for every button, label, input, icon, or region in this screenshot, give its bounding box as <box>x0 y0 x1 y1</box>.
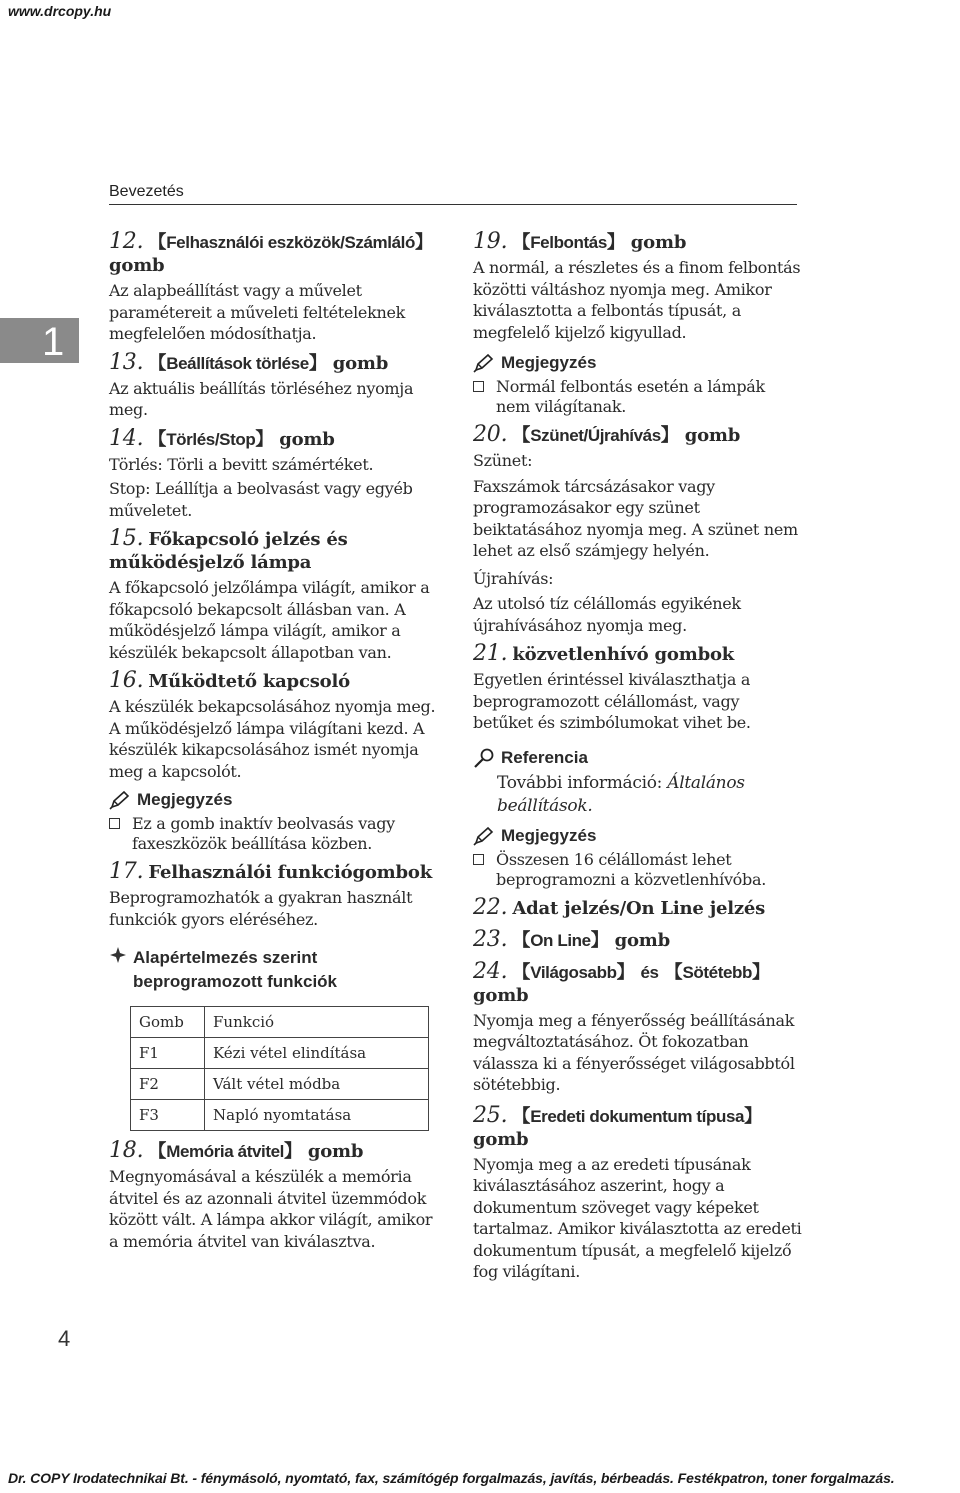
left-column <box>109 230 439 1258</box>
item-25-title: 25. 【Eredeti dokumentum típusa】 gomb <box>473 1102 762 1150</box>
item-20-desc-redial: Az utolsó tíz célállomás egyikének újrahívásához nyomja meg. <box>473 594 741 635</box>
footer-text: Dr. COPY Irodatechnikai Bt. - fénymásoló, nyomtató, fax, számítógép forgalmazás, javítás, bérbeadás. Festékpatron, toner forgalmazás. <box>8 1470 895 1486</box>
function-table <box>130 1006 429 1131</box>
item-16-title: 16. Működtető kapcsoló <box>109 668 350 693</box>
table-header-cell: Funkció <box>205 1007 429 1038</box>
item-20-desc-pause: Faxszámok tárcsázásakor vagy programozásakor egy szünet beiktatásához nyomja meg. A szünet nem lehet az első számjegy helyén. <box>473 476 798 560</box>
reference-heading: Referencia <box>473 748 803 768</box>
item-19-desc: A normál, a részletes és a finom felbontás közötti váltáshoz nyomja meg. Amikor kiválasztotta a felbontás típusát, a megfelelő kijelző kigyullad. <box>473 258 801 342</box>
table-cell: Kézi vétel elindítása <box>205 1038 429 1069</box>
defaults-heading: Alapértelmezés szerint beprogramozott funkciók <box>109 946 439 994</box>
item-14-desc-stop: Stop: Leállítja a beolvasást vagy egyéb műveletet. <box>109 479 413 520</box>
item-20-label-pause: Szünet: <box>473 451 533 470</box>
item-21-desc: Egyetlen érintéssel kiválaszthatja a beprogramozott célállomást, vagy betűket és szimbólumokat vihet be. <box>473 670 751 732</box>
checkbox-bullet-icon <box>109 818 120 829</box>
table-header-row <box>131 1007 429 1038</box>
item-15-desc: A főkapcsoló jelzőlámpa világít, amikor a főkapcsoló bekapcsolt állásban van. A működésjelző lámpa világít, amikor a készülék bekapcsolt állapotban van. <box>109 578 430 662</box>
table-row <box>131 1069 429 1100</box>
pencil-icon <box>473 826 495 846</box>
page-number: 4 <box>58 1326 71 1351</box>
item-17-desc: Beprogramozhatók a gyakran használt funkciók gyors eléréséhez. <box>109 888 413 929</box>
note-bullet: Összesen 16 célállomást lehet beprogramozni a közvetlenhívóba. <box>473 850 803 890</box>
item-12-title: 12. 【Felhasználói eszközök/Számláló】 gomb <box>109 229 433 276</box>
item-17-title: 17. Felhasználói funkciógombok <box>109 859 432 884</box>
chapter-tab <box>0 318 79 363</box>
table-cell: Napló nyomtatása <box>205 1100 429 1131</box>
item-18-desc: Megnyomásával a készülék a memória átvitel és az azonnali átvitel üzemmódok között vált. A lámpa akkor világít, amikor a memória átvitel van kiválasztva. <box>109 1167 433 1251</box>
table-header-cell: Gomb <box>131 1007 205 1038</box>
item-14-title: 14. 【Törlés/Stop】 gomb <box>109 425 335 451</box>
item-20-label-redial: Újrahívás: <box>473 568 554 588</box>
table-cell: F2 <box>131 1069 205 1100</box>
item-18-title: 18. 【Memória átvitel】 gomb <box>109 1138 364 1163</box>
item-14-desc-clear: Törlés: Törli a bevitt számértéket. <box>109 454 374 474</box>
reference-link[interactable]: Általános beállítások. <box>497 772 745 816</box>
item-13-title: 13. 【Beállítások törlése】 gomb <box>109 349 389 375</box>
item-12-desc: Az alapbeállítást vagy a művelet paramétereit a műveleti feltételeknek megfelelően módosíthatja. <box>109 281 406 343</box>
table-cell: Vált vétel módba <box>205 1069 429 1100</box>
chapter-number: 1 <box>42 320 65 364</box>
right-column <box>473 230 803 1289</box>
note-heading: Megjegyzés <box>109 790 439 810</box>
pencil-icon <box>109 790 131 810</box>
item-20-title: 20. 【Szünet/Újrahívás】 gomb <box>473 422 741 447</box>
magnifier-icon <box>473 748 495 768</box>
item-22-title: 22. Adat jelzés/On Line jelzés <box>473 894 766 920</box>
note-bullet: Ez a gomb inaktív beolvasás vagy faxeszközök beállítása közben. <box>109 814 439 854</box>
table-cell: F3 <box>131 1100 205 1131</box>
checkbox-bullet-icon <box>473 381 484 392</box>
item-16-desc: A készülék bekapcsolásához nyomja meg. A működésjelző lámpa világítani kezd. A készülék kikapcsolásához ismét nyomja meg a kapcsolót. <box>109 697 436 781</box>
header-rule <box>109 204 797 205</box>
item-24-desc: Nyomja meg a fényerősség beállításának megváltoztatásához. Öt fokozatban válassza ki a fényerősséget világosabbtól sötétebbig. <box>473 1010 795 1094</box>
section-header: Bevezetés <box>109 183 184 200</box>
item-25-desc: Nyomja meg a az eredeti típusának kiválasztásához aszerint, hogy a dokumentum szöveget vagy képeket tartalmaz. Amikor kiválasztotta az eredeti dokumentum típusát, a megfelelő kijelző fog világítani. <box>473 1154 802 1281</box>
pencil-icon <box>473 353 495 373</box>
diamond-bullet-icon <box>109 946 133 994</box>
table-cell: F1 <box>131 1038 205 1069</box>
item-15-title: 15. Főkapcsoló jelzés és működésjelző lámpa <box>109 526 348 573</box>
item-21-title: 21. közvetlenhívó gombok <box>473 641 735 666</box>
item-23-title: 23. 【On Line】 gomb <box>473 926 671 952</box>
item-19-title: 19. 【Felbontás】 gomb <box>473 229 687 254</box>
note-heading: Megjegyzés <box>473 353 803 373</box>
checkbox-bullet-icon <box>473 854 484 865</box>
item-13-desc: Az aktuális beállítás törléséhez nyomja meg. <box>109 378 414 419</box>
item-24-title: 24. 【Világosabb】 és 【Sötétebb】 gomb <box>473 958 770 1006</box>
note-bullet: Normál felbontás esetén a lámpák nem világítanak. <box>473 377 803 417</box>
table-row <box>131 1038 429 1069</box>
table-row <box>131 1100 429 1131</box>
note-heading: Megjegyzés <box>473 826 803 846</box>
site-url[interactable]: www.drcopy.hu <box>8 3 112 19</box>
reference-text: További információ: Általános beállítások. <box>497 772 745 816</box>
